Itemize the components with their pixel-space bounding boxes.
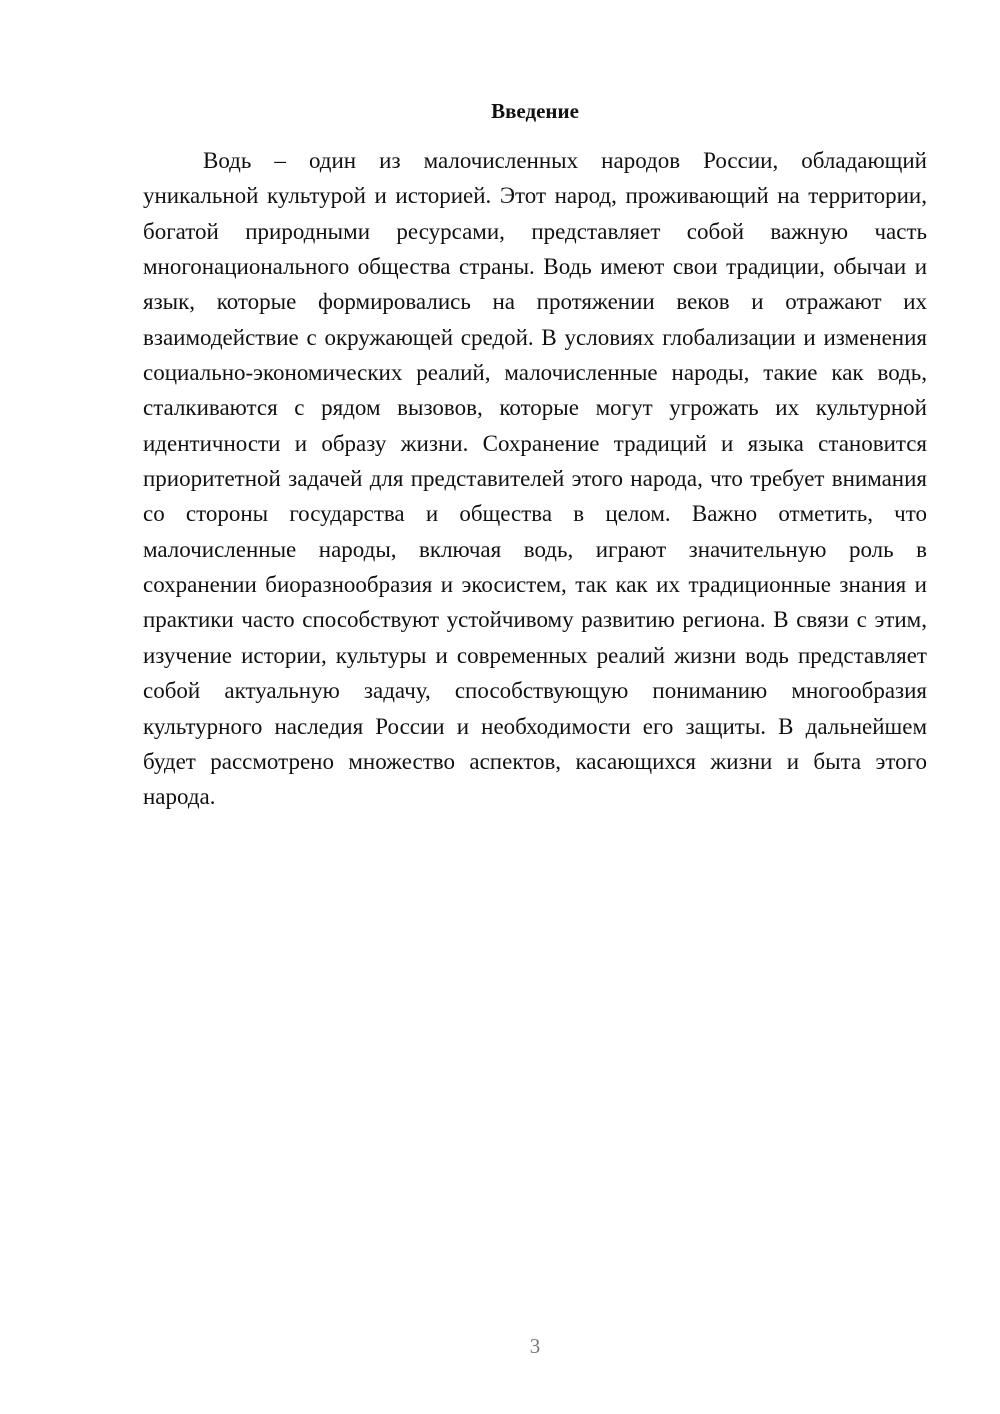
- page-number: 3: [529, 1334, 541, 1358]
- intro-paragraph: Водь – один из малочисленных народов России, обладающий уникальной культурой и историей. Этот народ, проживающий на территории, богатой природными ресурсами, представляет собой важную часть многонационального общества страны. Водь имеют свои традиции, обычаи и язык, которые формировались на протяжении веков и отражают их взаимодействие с окружающей средой. В условиях глобализации и изменения социально-экономических реалий, малочисленные народы, такие как водь, сталкиваются с рядом вызовов, которые могут угрожать их культурной идентичности и образу жизни. Сохранение традиций и языка становится приоритетной задачей для представителей этого народа, что требует внимания со стороны государства и общества в целом. Важно отметить, что малочисленные народы, включая водь, играют значительную роль в сохранении биоразнообразия и экосистем, так как их традиционные знания и практики часто способствуют устойчивому развитию региона. В связи с этим, изучение истории, культуры и современных реалий жизни водь представляет собой актуальную задачу, способствующую пониманию многообразия культурного наследия России и необходимости его защиты. В дальнейшем будет рассмотрено множество аспектов, касающихся жизни и быта этого народа.: [143, 148, 927, 810]
- section-heading: Введение: [491, 99, 579, 123]
